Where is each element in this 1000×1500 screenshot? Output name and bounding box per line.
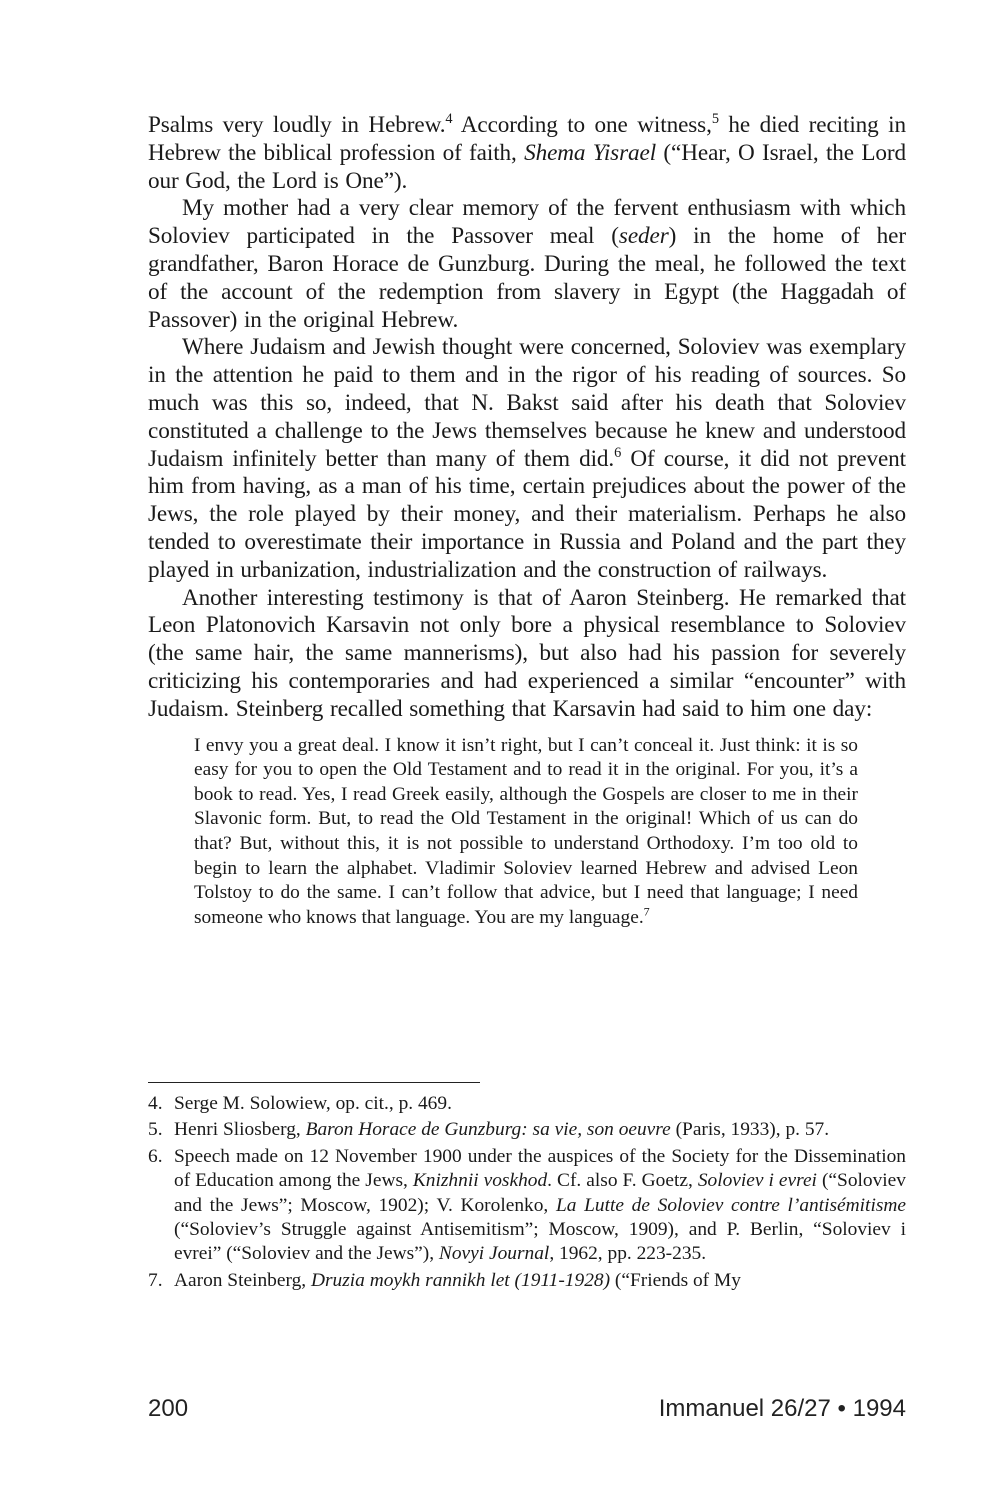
text-run: My mother had a very clear memory of the fervent enthusiasm with which Soloviev participated in the Passover meal (: [148, 195, 906, 250]
text-run: (“Soloviev’s Struggle against Antisemitism”; Moscow, 1909), and P. Berlin, “Soloviev i evrei” (“Soloviev and the Jews”),: [174, 1219, 906, 1265]
footnote-reference: 7: [643, 904, 650, 919]
italic-text: Druzia moykh rannikh let (1911-1928): [310, 1269, 611, 1291]
text-run: Where Judaism and Jewish thought were concerned, Soloviev was exemplary in the attention he paid to them and in the rigor of his reading of sources. So much was this so, indeed, that N. Bakst said after his death that Soloviev constituted a challenge to the Jews themselves because he knew and understood Judaism infinitely better than many of them did.: [148, 334, 906, 472]
paragraph: [148, 195, 906, 334]
text-run: ) in the home of her grandfather, Baron Horace de Gunzburg. During the meal, he followed the text of the account of the redemption from slavery in Egypt (the Haggadah of Passover) in the original Hebrew.: [148, 223, 906, 333]
journal-citation: Immanuel 26/27 • 1994: [658, 1395, 906, 1422]
footnote: [148, 1092, 906, 1116]
text-run: Psalms very loudly in Hebrew.: [148, 112, 446, 138]
text-run: , 1962, pp. 223-235.: [549, 1243, 707, 1265]
footnote-reference: 4: [445, 111, 453, 128]
italic-text: Soloviev i evrei: [697, 1170, 817, 1192]
footnote-number: 5.: [148, 1119, 163, 1141]
text-run: (“Hear, O Israel, the Lord our God, the Lord is One”).: [148, 139, 906, 194]
text-run: (“Friends of My: [610, 1269, 741, 1291]
italic-text: seder: [618, 223, 669, 250]
italic-text: Shema Yisrael: [524, 139, 657, 166]
blockquote: [194, 734, 858, 931]
paragraph: [148, 585, 906, 724]
text-run: Speech made on 12 November 1900 under the auspices of the Society for the Dissemination of Education among the Jews,: [174, 1145, 906, 1192]
page-number: 200: [148, 1395, 189, 1422]
text-run: Aaron Steinberg,: [174, 1269, 311, 1291]
paragraph: [148, 112, 906, 195]
footnote: [148, 1145, 906, 1267]
text-run: (“Soloviev and the Jews”; Moscow, 1902); V. Korolenko,: [174, 1170, 906, 1216]
page-footer: [148, 1395, 906, 1423]
footnote-reference: 6: [614, 444, 622, 461]
page-content: [148, 112, 906, 930]
italic-text: Knizhnii voskhod: [412, 1170, 548, 1192]
footnote-number: 7.: [148, 1269, 163, 1291]
body-text: [148, 112, 906, 724]
footnote-separator-rule: [148, 1082, 480, 1083]
text-run: I envy you a great deal. I know it isn’t right, but I can’t conceal it. Just think: it is so easy for you to open the Old Testament and to read it in the original. For you, it’s a book to read. Yes, I read Greek easily, although the Gospels are closer to me in their Slavonic form. But, to read the Old Testament in the original! Which of us can do that? But, without this, it is not possible to understand Orthodoxy. I’m too old to begin to learn the alphabet. Vladimir Soloviev learned Hebrew and advised Leon Tolstoy to do the same. I can’t follow that advice, but I need that language; I need someone who knows that language. You are my language.: [194, 734, 858, 928]
text-run: Of course, it did not prevent him from having, as a man of his time, certain prejudices about the power of the Jews, the role played by their money, and their materialism. Perhaps he also tended to overestimate their importance in Russia and Poland and the part they played in urbanization, industrialization and the construction of railways.: [148, 445, 906, 583]
footnote-number: 6.: [148, 1145, 163, 1167]
footnote-reference: 5: [711, 111, 719, 128]
paragraph: [148, 334, 906, 584]
footnote: [148, 1118, 906, 1142]
italic-text: Novyi Journal: [438, 1243, 550, 1265]
text-run: Serge M. Solowiew, op. cit., p. 469.: [174, 1093, 452, 1114]
footnote-number: 4.: [148, 1093, 163, 1114]
quote-paragraph: [194, 734, 858, 931]
text-run: . Cf. also F. Goetz,: [547, 1170, 698, 1192]
text-run: Another interesting testimony is that of Aaron Steinberg. He remarked that Leon Platonovich Karsavin not only bore a physical resemblance to Soloviev (the same hair, the same mannerisms), but also had his passion for severely criticizing his contemporaries and had experienced a similar “encounter” with Judaism. Steinberg recalled something that Karsavin had said to him one day:: [148, 584, 906, 722]
footnote: [148, 1269, 906, 1293]
italic-text: La Lutte de Soloviev contre l’antisémitisme: [555, 1194, 906, 1216]
text-run: (Paris, 1933), p. 57.: [670, 1119, 830, 1141]
italic-text: Baron Horace de Gunzburg: sa vie, son oeuvre: [305, 1119, 671, 1141]
text-run: According to one witness,: [452, 112, 712, 138]
footnotes: [148, 1092, 906, 1295]
text-run: he died reciting in Hebrew the biblical profession of faith,: [148, 112, 906, 166]
text-run: Henri Sliosberg,: [174, 1119, 306, 1141]
